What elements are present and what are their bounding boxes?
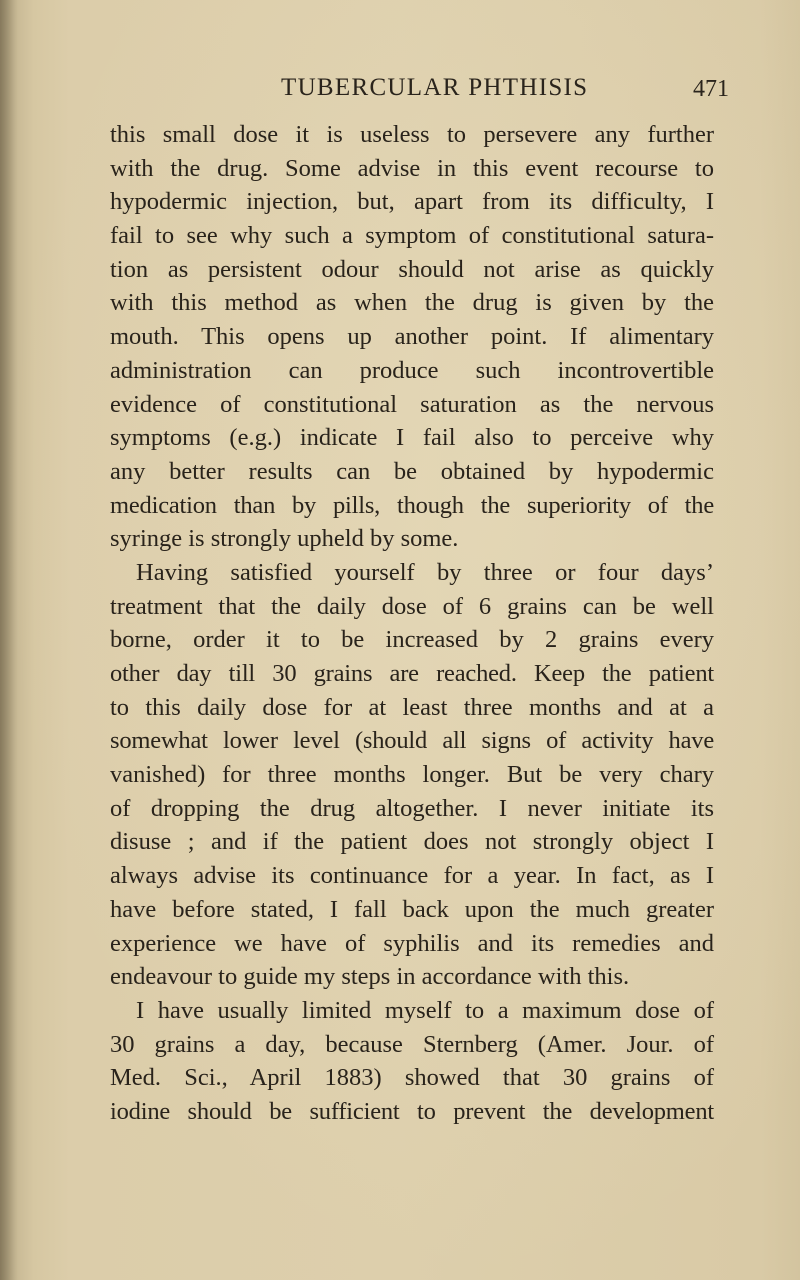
text-line: Med. Sci., April 1883) showed that 30 grains of (110, 1064, 714, 1092)
text-line: tion as persistent odour should not arise as quickly (110, 255, 714, 283)
text-line: medication than by pills, though the superiority of the (110, 491, 714, 519)
text-line: any better results can be obtained by hypodermic (110, 457, 714, 485)
text-line: administration can produce such incontrovertible (110, 356, 714, 384)
text-line: iodine should be sufficient to prevent the development (110, 1097, 714, 1125)
page-number: 471 (693, 76, 729, 102)
paragraph-start-line: Having satisfied yourself by three or four days’ (136, 558, 714, 586)
text-line: always advise its continuance for a year. In fact, as I (110, 862, 714, 890)
text-line: evidence of constitutional saturation as the nervous (110, 390, 714, 418)
running-title: TUBERCULAR PHTHISIS (281, 74, 589, 101)
text-line: borne, order it to be increased by 2 grains every (110, 626, 714, 654)
paragraph-end-line: endeavour to guide my steps in accordance with this. (110, 963, 630, 991)
page-gutter-shadow (0, 0, 18, 1280)
text-line: somewhat lower level (should all signs of activity have (110, 727, 714, 755)
text-line: with the drug. Some advise in this event recourse to (110, 154, 714, 182)
text-line: fail to see why such a symptom of constitutional satura- (110, 222, 714, 250)
text-line: disuse ; and if the patient does not strongly object I (110, 828, 714, 856)
text-line: with this method as when the drug is given by the (110, 289, 714, 317)
paragraph-start-line: I have usually limited myself to a maximum dose of (136, 996, 714, 1024)
text-line: of dropping the drug altogether. I never initiate its (110, 794, 714, 822)
text-line: other day till 30 grains are reached. Keep the patient (110, 660, 714, 687)
text-line: experience we have of syphilis and its remedies and (110, 929, 714, 957)
body-text (110, 118, 714, 1129)
page-header (0, 74, 800, 114)
text-line: vanished) for three months longer. But be very chary (110, 761, 714, 789)
text-line: mouth. This opens up another point. If alimentary (110, 323, 714, 351)
text-line: to this daily dose for at least three months and at a (110, 693, 714, 721)
paragraph-end-line: syringe is strongly upheld by some. (110, 525, 459, 553)
text-line: this small dose it is useless to persevere any further (110, 121, 714, 148)
text-line: 30 grains a day, because Sternberg (Amer. Jour. of (110, 1030, 714, 1058)
text-line: have before stated, I fall back upon the much greater (110, 895, 714, 923)
text-line: hypodermic injection, but, apart from its difficulty, I (110, 188, 714, 216)
text-line: treatment that the daily dose of 6 grains can be well (110, 592, 714, 620)
text-line: symptoms (e.g.) indicate I fail also to perceive why (110, 424, 714, 452)
